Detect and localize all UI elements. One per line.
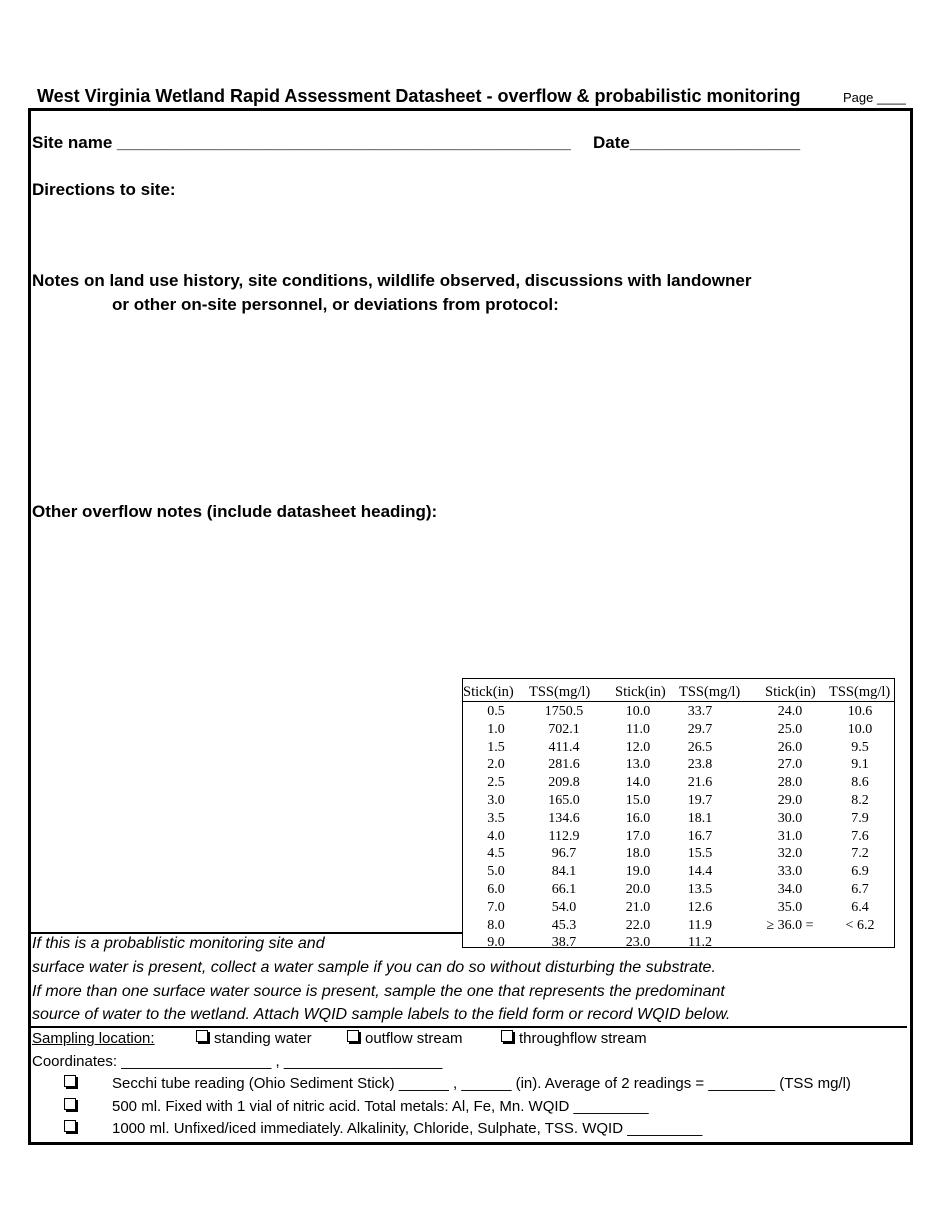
site-name-field[interactable]: Site name ________________________________________________: [32, 133, 571, 152]
stick-value: 7.0: [487, 899, 505, 915]
stick-value: 1.5: [487, 739, 505, 755]
stick-value: 24.0: [777, 704, 803, 719]
section-divider: [31, 1026, 907, 1028]
tss-value: 13.5: [687, 882, 713, 897]
stick-value: 0.5: [487, 704, 505, 719]
instruction-line: If this is a probablistic monitoring site and: [32, 935, 325, 952]
tss-value: 21.6: [687, 775, 713, 791]
sampling-location-label: Sampling location:: [32, 1030, 155, 1047]
stick-value: 9.0: [487, 935, 505, 948]
stick-value: 3.0: [487, 793, 505, 808]
tss-value: 45.3: [551, 917, 577, 933]
stick-value: 3.5: [487, 810, 505, 826]
tss-value: 1750.5: [544, 704, 584, 719]
tss-value: 38.7: [551, 935, 577, 948]
stick-value: 10.0: [625, 704, 651, 719]
stick-value: 23.0: [625, 935, 651, 948]
section-divider: [31, 932, 462, 934]
tss-value: 411.4: [548, 739, 580, 755]
tss-value: 8.2: [851, 793, 869, 808]
stick-value: 31.0: [777, 828, 803, 844]
tss-value: 23.8: [687, 757, 713, 773]
stick-value: 2.0: [487, 757, 505, 773]
table-header: TSS(mg/l): [679, 684, 741, 700]
secchi-checkbox[interactable]: [64, 1075, 82, 1092]
stick-value: 2.5: [487, 775, 505, 791]
stick-value: 33.0: [777, 864, 803, 880]
throughflow-stream-option[interactable]: [501, 1030, 647, 1047]
tss-value: 18.1: [687, 810, 713, 826]
unfixed-sample-line[interactable]: 1000 ml. Unfixed/iced immediately. Alkalinity, Chloride, Sulphate, TSS. WQID _________: [112, 1120, 703, 1137]
stick-value: 34.0: [777, 882, 803, 897]
checkbox-icon[interactable]: [64, 1098, 76, 1110]
checkbox-icon[interactable]: [64, 1075, 76, 1087]
option-label: outflow stream: [365, 1030, 463, 1047]
tss-value: 8.6: [851, 775, 869, 791]
tss-value: 33.7: [687, 704, 713, 719]
stick-value: 13.0: [625, 757, 651, 773]
stick-value: 8.0: [487, 917, 505, 933]
stick-value: 20.0: [625, 882, 651, 897]
tss-value: 16.7: [687, 828, 713, 844]
tss-value: 209.8: [548, 775, 580, 791]
date-field[interactable]: Date__________________: [593, 133, 801, 152]
stick-value: 28.0: [777, 775, 803, 791]
stick-value: 15.0: [625, 793, 651, 808]
outflow-stream-option[interactable]: [347, 1030, 463, 1047]
stick-value: 4.5: [487, 846, 505, 862]
tss-value: 7.2: [851, 846, 869, 862]
stick-value: 12.0: [625, 739, 651, 755]
stick-value: 5.0: [487, 864, 505, 880]
directions-label: Directions to site:: [32, 180, 176, 199]
tss-value: 26.5: [687, 739, 713, 755]
stick-value: 19.0: [625, 864, 651, 880]
stick-value: 35.0: [777, 899, 803, 915]
metals-sample-checkbox[interactable]: [64, 1098, 82, 1115]
stick-value: 32.0: [777, 846, 803, 862]
stick-value: 27.0: [777, 757, 803, 773]
option-label: throughflow stream: [519, 1030, 647, 1047]
tss-value: 10.6: [847, 704, 873, 719]
checkbox-icon[interactable]: [347, 1030, 359, 1042]
instruction-line: source of water to the wetland. Attach WQID sample labels to the field form or record WQID below.: [32, 1006, 731, 1023]
stick-value: 16.0: [625, 810, 651, 826]
tss-value: 6.4: [851, 899, 869, 915]
tss-value: 9.1: [851, 757, 869, 773]
table-header: Stick(in): [615, 684, 666, 700]
tss-value: 6.9: [851, 864, 869, 880]
secchi-reading-line[interactable]: Secchi tube reading (Ohio Sediment Stick) ______ , ______ (in). Average of 2 readings = ________ (TSS mg/l): [112, 1075, 851, 1092]
stick-value: ≥ 36.0 =: [766, 917, 814, 933]
tss-value: 96.7: [551, 846, 577, 862]
tss-value: 54.0: [551, 899, 577, 915]
tss-value: 10.0: [847, 721, 873, 737]
tss-value: 84.1: [551, 864, 577, 880]
stick-value: 17.0: [625, 828, 651, 844]
table-header: Stick(in): [765, 684, 816, 700]
stick-value: 25.0: [777, 721, 803, 737]
stick-value: 21.0: [625, 899, 651, 915]
stick-value: 22.0: [625, 917, 651, 933]
stick-value: 26.0: [777, 739, 803, 755]
tss-value: 19.7: [687, 793, 713, 808]
coordinates-field[interactable]: Coordinates: __________________ , ___________________: [32, 1053, 443, 1070]
page-title: West Virginia Wetland Rapid Assessment Datasheet - overflow & probabilistic monitoring: [37, 86, 801, 106]
tss-value: 6.7: [851, 882, 869, 897]
instruction-line: surface water is present, collect a water sample if you can do so without disturbing the substrate.: [32, 959, 716, 976]
unfixed-sample-checkbox[interactable]: [64, 1120, 82, 1137]
tss-value: 112.9: [548, 828, 580, 844]
tss-value: 165.0: [548, 793, 580, 808]
table-header: Stick(in): [463, 684, 514, 700]
tss-value: 9.5: [851, 739, 869, 755]
overflow-notes-label: Other overflow notes (include datasheet heading):: [32, 502, 438, 521]
tss-value: 66.1: [551, 882, 577, 897]
notes-label-line2: or other on-site personnel, or deviations from protocol:: [112, 295, 559, 314]
tss-value: < 6.2: [845, 917, 875, 933]
stick-value: 11.0: [626, 721, 650, 737]
table-header: TSS(mg/l): [529, 684, 591, 700]
tss-value: 15.5: [687, 846, 713, 862]
stick-value: 29.0: [777, 793, 803, 808]
checkbox-icon[interactable]: [501, 1030, 513, 1042]
tss-conversion-table: [462, 678, 895, 948]
tss-value: 11.2: [688, 935, 712, 948]
tss-value: 12.6: [687, 899, 713, 915]
stick-value: 4.0: [487, 828, 505, 844]
instruction-line: If more than one surface water source is present, sample the one that represents the predominant: [32, 983, 725, 1000]
stick-value: 1.0: [487, 721, 505, 737]
table-header-rule: [463, 701, 894, 702]
stick-value: 14.0: [625, 775, 651, 791]
page-number-field[interactable]: Page ____: [843, 90, 906, 105]
tss-value: 7.9: [851, 810, 869, 826]
table-header: TSS(mg/l): [829, 684, 891, 700]
tss-value: 7.6: [851, 828, 869, 844]
tss-value: 14.4: [687, 864, 713, 880]
stick-value: 18.0: [625, 846, 651, 862]
tss-value: 702.1: [548, 721, 580, 737]
tss-value: 281.6: [548, 757, 580, 773]
notes-label-line1: Notes on land use history, site conditions, wildlife observed, discussions with landowner: [32, 271, 752, 290]
checkbox-icon[interactable]: [64, 1120, 76, 1132]
stick-value: 30.0: [777, 810, 803, 826]
option-label: standing water: [214, 1030, 312, 1047]
tss-value: 29.7: [687, 721, 713, 737]
checkbox-icon[interactable]: [196, 1030, 208, 1042]
standing-water-option[interactable]: [196, 1030, 312, 1047]
stick-value: 6.0: [487, 882, 505, 897]
tss-value: 134.6: [548, 810, 580, 826]
metals-sample-line[interactable]: 500 ml. Fixed with 1 vial of nitric acid. Total metals: Al, Fe, Mn. WQID _________: [112, 1098, 649, 1115]
tss-value: 11.9: [688, 917, 712, 933]
